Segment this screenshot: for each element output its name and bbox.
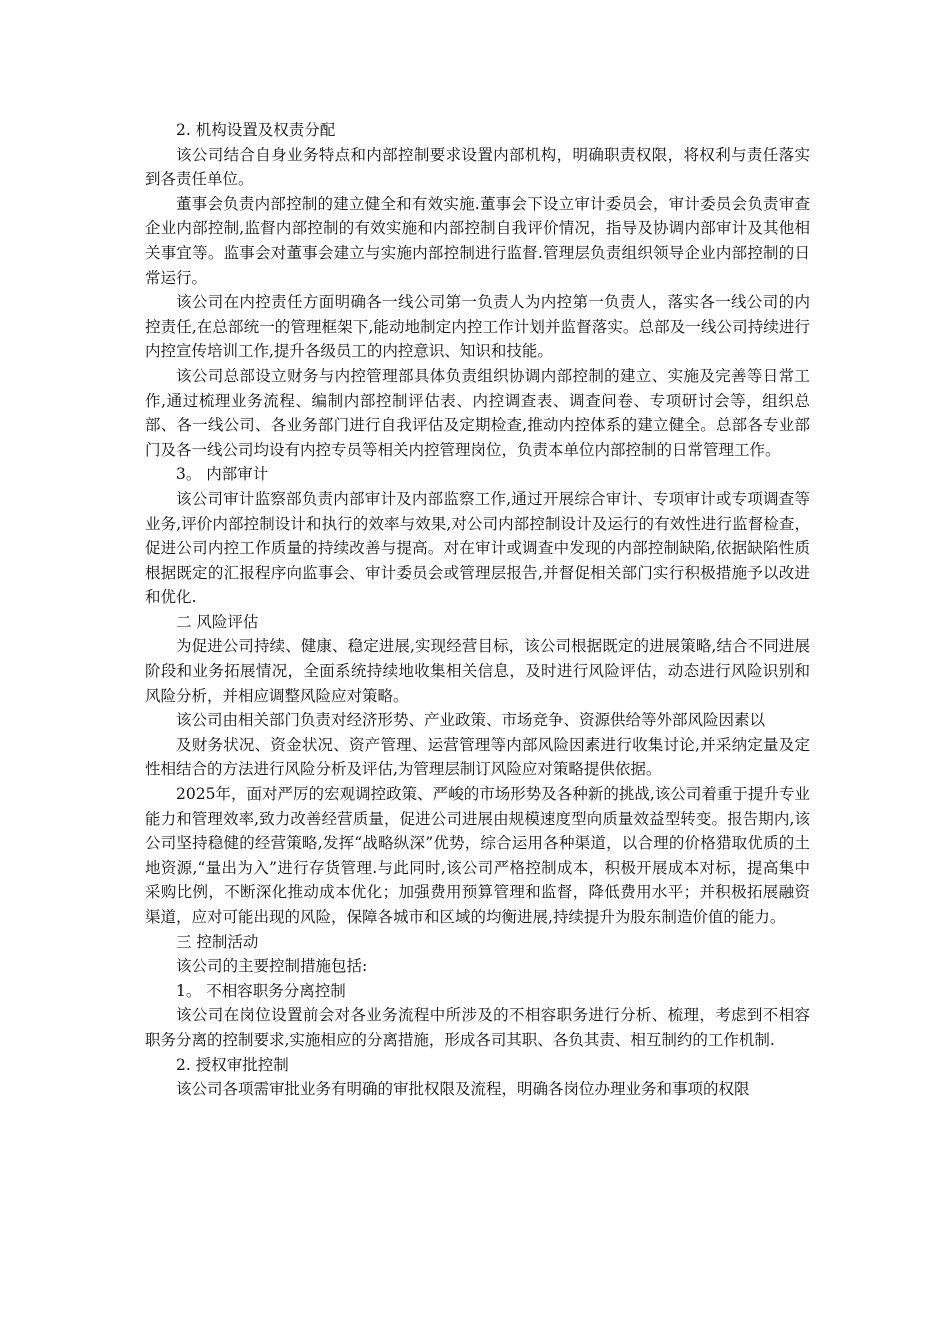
section-heading-risk-assessment: 二 风险评估: [176, 612, 259, 631]
body-paragraph: 2025年，面对严厉的宏观调控政策、严峻的市场形势及各种新的挑战,该公司着重于提升专业能力和管理效率,致力改善经营质量，促进公司进展由规模速度型向质量效益型转变。报告期内,该公司坚持稳健的经营策略,发挥“战略纵深”优势，综合运用各种渠道，以合理的价格猎取优质的土地资源,“量出为入”进行存货管理.与此同时,该公司严格控制成本，积极开展成本对标，提高集中采购比例，不断深化推动成本优化；加强费用预算管理和监督，降低费用水平；并积极拓展融资渠道，应对可能出现的风险，保障各城市和区域的均衡进展,持续提升为股东制造价值的能力。: [145, 785, 810, 926]
section-heading-organization: 2. 机构设置及权责分配: [176, 121, 336, 139]
body-paragraph: 该公司由相关部门负责对经济形势、产业政策、市场竞争、资源供给等外部风险因素以: [176, 711, 766, 730]
body-paragraph: 该公司总部设立财务与内控管理部具体负责组织协调内部控制的建立、实施及完善等日常工作,通过梳理业务流程、编制内部控制评估表、内控调查表、调查问卷、专项研讨会等，组织总部、各一线公司、各业务部门进行自我评估及定期检查,推动内控体系的建立健全。总部各专业部门及各一线公司均设有内控专员等相关内控管理岗位，负责本单位内部控制的日常管理工作。: [145, 366, 810, 459]
body-paragraph: 及财务状况、资金状况、资产管理、运营管理等内部风险因素进行收集讨论,并采纳定量及定性相结合的方法进行风险分析及评估,为管理层制订风险应对策略提供依据。: [145, 735, 810, 779]
body-paragraph: 该公司在岗位设置前会对各业务流程中所涉及的不相容职务进行分析、梳理，考虑到不相容职务分离的控制要求,实施相应的分离措施，形成各司其职、各负其责、相互制约的工作机制.: [145, 1006, 810, 1049]
section-heading-internal-audit: 3。 内部审计: [176, 465, 269, 484]
body-paragraph: 该公司审计监察部负责内部审计及内部监察工作,通过开展综合审计、专项审计或专项调查等业务,评价内部控制设计和执行的效率与效果,对公司内部控制设计及运行的有效性进行监督检查，促进公司内控工作质量的持续改善与提高。对在审计或调查中发现的内部控制缺陷,依据缺陷性质根据既定的汇报程序向监事会、审计委员会或管理层报告,并督促相关部门实行积极措施予以改进和优化.: [145, 489, 810, 607]
section-heading-control-activities: 三 控制活动: [176, 932, 259, 951]
body-paragraph: 该公司的主要控制措施包括:: [176, 957, 368, 976]
section-heading-segregation: 1。 不相容职务分离控制: [176, 981, 346, 1000]
document-body: [145, 118, 810, 1102]
body-paragraph: 该公司结合自身业务特点和内部控制要求设置内部机构，明确职责权限，将权利与责任落实到各责任单位。: [145, 145, 810, 189]
body-paragraph: 董事会负责内部控制的建立健全和有效实施.董事会下设立审计委员会，审计委员会负责审查企业内部控制,监督内部控制的有效实施和内部控制自我评价情况，指导及协调内部审计及其他相关事宜等。监事会对董事会建立与实施内部控制进行监督.管理层负责组织领导企业内部控制的日常运行。: [145, 194, 810, 287]
section-heading-authorization: 2. 授权审批控制: [176, 1055, 289, 1074]
body-paragraph: 该公司各项需审批业务有明确的审批权限及流程，明确各岗位办理业务和事项的权限: [176, 1080, 750, 1099]
body-paragraph: 为促进公司持续、健康、稳定进展,实现经营目标，该公司根据既定的进展策略,结合不同进展阶段和业务拓展情况，全面系统持续地收集相关信息，及时进行风险评估，动态进行风险识别和风险分析，并相应调整风险应对策略。: [145, 637, 810, 705]
body-paragraph: 该公司在内控责任方面明确各一线公司第一负责人为内控第一负责人，落实各一线公司的内控责任,在总部统一的管理框架下,能动地制定内控工作计划并监督落实。总部及一线公司持续进行内控宣传培训工作,提升各级员工的内控意识、知识和技能。: [145, 293, 810, 361]
